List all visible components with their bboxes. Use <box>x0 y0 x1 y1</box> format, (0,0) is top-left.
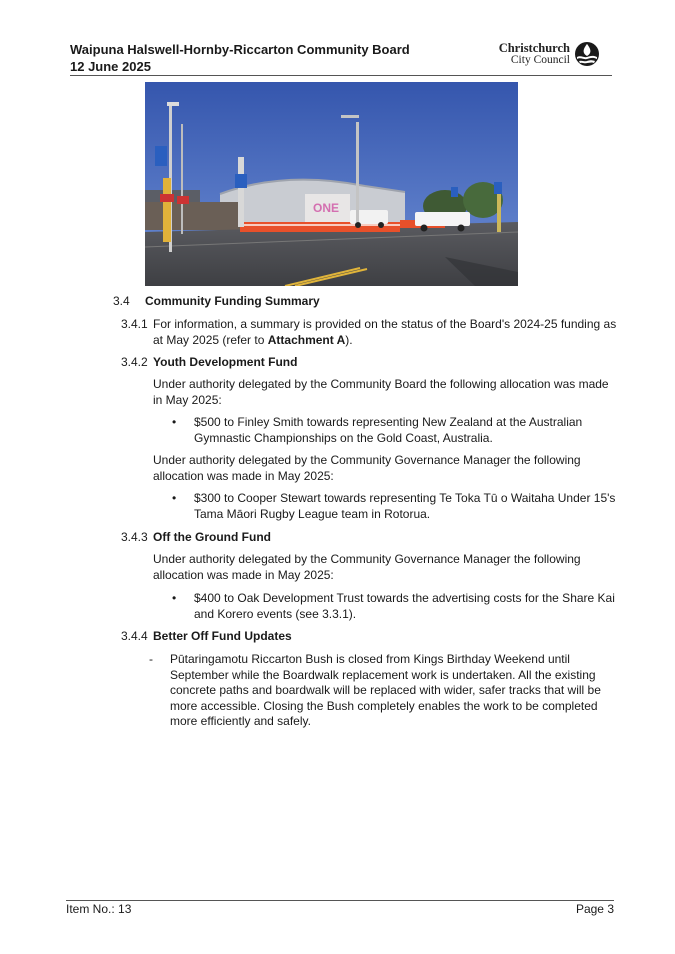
meeting-date: 12 June 2025 <box>70 59 151 74</box>
item-3-4-2-para-1-line-1: Under authority delegated by the Community Board the following allocation was made <box>153 377 609 391</box>
bullet-icon: • <box>172 491 177 505</box>
item-number-footer: Item No.: 13 <box>66 902 132 916</box>
item-3-4-2-bullet-2-line-2: Tama Māori Rugby League team in Rotorua. <box>194 506 431 521</box>
council-logo <box>498 41 600 69</box>
level-crossing-photo <box>145 82 518 286</box>
logo-line-2: City Council <box>510 54 570 66</box>
item-number-3-4-2: 3.4.2 <box>121 355 148 369</box>
section-title: Community Funding Summary <box>145 294 320 308</box>
item-3-4-4-line-4: more accessible. Closing the Bush completely enables the work to be completed <box>170 698 598 713</box>
page-header <box>70 41 612 77</box>
item-3-4-2-title: Youth Development Fund <box>153 355 298 369</box>
svg-text:ONE: ONE <box>313 201 340 215</box>
header-divider <box>70 75 612 76</box>
logo-line-1: Christchurch <box>498 41 570 55</box>
item-3-4-4-line-1: Pūtaringamotu Riccarton Bush is closed from Kings Birthday Weekend until <box>170 652 570 666</box>
section-number: 3.4 <box>113 294 130 308</box>
dash-icon: - <box>149 652 153 666</box>
footer-divider <box>66 900 614 901</box>
item-3-4-2-para-2-line-1: Under authority delegated by the Community Governance Manager the following <box>153 453 581 467</box>
page-number: Page 3 <box>575 902 614 916</box>
item-3-4-2-para-1-line-2: in May 2025: <box>153 392 222 407</box>
item-number-3-4-1: 3.4.1 <box>121 317 148 331</box>
item-number-3-4-3: 3.4.3 <box>121 530 148 544</box>
bullet-icon: • <box>172 591 177 605</box>
item-3-4-4-title: Better Off Fund Updates <box>153 629 292 643</box>
bullet-icon: • <box>172 415 177 429</box>
item-3-4-2-para-2-line-2: allocation was made in May 2025: <box>153 468 334 483</box>
council-emblem-icon <box>574 41 600 67</box>
item-number-3-4-4: 3.4.4 <box>121 629 148 643</box>
item-3-4-1-line-2: at May 2025 (refer to Attachment A). <box>153 332 353 347</box>
item-3-4-4-line-2: September while the Boardwalk replacement work is undertaken. All the existing <box>170 667 596 682</box>
item-3-4-4-line-5: more efficiently and safely. <box>170 714 311 728</box>
item-3-4-3-para-1-line-2: allocation was made in May 2025: <box>153 567 334 582</box>
item-3-4-3-bullet-1-line-2: and Korero events (see 3.3.1). <box>194 606 357 621</box>
item-3-4-3-bullet-1-line-1: $400 to Oak Development Trust towards the advertising costs for the Share Kai <box>194 591 615 605</box>
board-name: Waipuna Halswell-Hornby-Riccarton Community Board <box>70 42 410 57</box>
item-3-4-1-line-1: For information, a summary is provided on the status of the Board's 2024-25 funding as <box>153 317 617 331</box>
item-3-4-4-line-3: concrete paths and boardwalk will be replaced with wider, safer tracks that will be <box>170 683 601 697</box>
attachment-reference: Attachment A <box>267 332 346 347</box>
item-3-4-3-para-1-line-1: Under authority delegated by the Community Governance Manager the following <box>153 552 581 566</box>
item-3-4-2-bullet-1-line-1: $500 to Finley Smith towards representing New Zealand at the Australian <box>194 415 583 429</box>
item-3-4-2-bullet-1-line-2: Gymnastic Championships on the Gold Coast, Australia. <box>194 430 493 445</box>
item-3-4-2-bullet-2-line-1: $300 to Cooper Stewart towards representing Te Toka Tū o Waitaha Under 15's <box>194 491 616 505</box>
item-3-4-3-title: Off the Ground Fund <box>153 530 271 544</box>
